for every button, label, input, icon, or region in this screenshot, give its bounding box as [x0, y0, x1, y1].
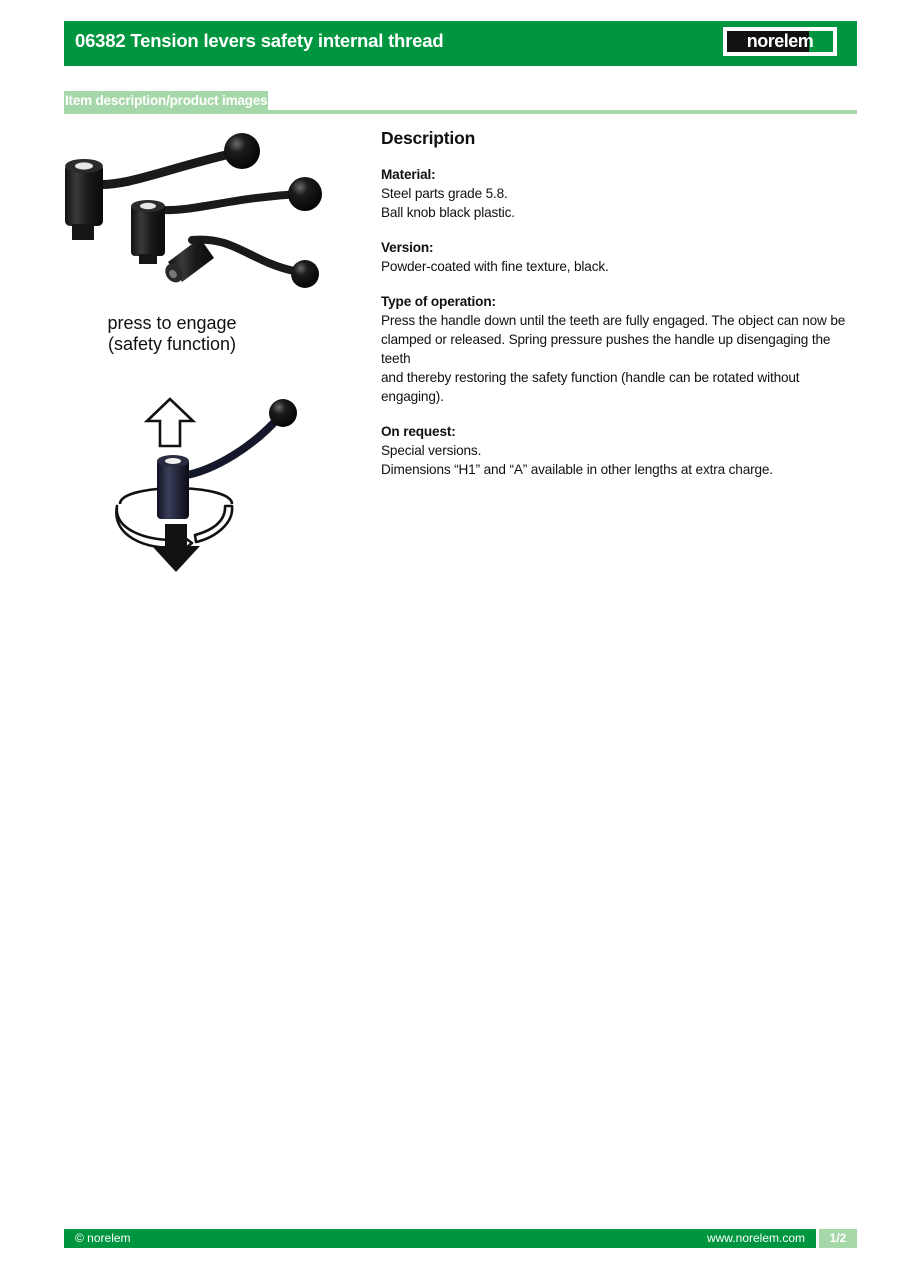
header-bar: [64, 21, 857, 66]
block-title: Version:: [381, 240, 434, 255]
block-line: Special versions.: [381, 443, 482, 458]
block-title: On request:: [381, 424, 456, 439]
block-line: Dimensions “H1” and “A” available in other lengths at extra charge.: [381, 462, 773, 477]
copyright: © norelem: [75, 1231, 131, 1245]
norelem-logo: [723, 27, 837, 56]
description-heading: Description: [381, 128, 476, 148]
block-title: Material:: [381, 167, 436, 182]
on-request-block: [381, 422, 857, 479]
block-line: Ball knob black plastic.: [381, 205, 515, 220]
section-divider: [64, 110, 857, 114]
block-line: Press the handle down until the teeth are fully engaged. The object can now be: [381, 313, 846, 328]
logo-text: norelem: [746, 31, 814, 51]
image-caption: press to engage (safety function): [107, 313, 237, 354]
operation-block: [381, 292, 857, 406]
block-title: Type of operation:: [381, 294, 496, 309]
page-title: 06382 Tension levers safety internal thread: [75, 30, 444, 51]
product-images: [64, 126, 322, 584]
material-block: [381, 165, 857, 222]
section-heading: Item description/product images: [65, 93, 268, 108]
block-line: Powder-coated with fine texture, black.: [381, 259, 609, 274]
version-block: [381, 238, 857, 276]
page-number: 1/2: [819, 1229, 857, 1248]
description-section: [381, 128, 857, 495]
website-link[interactable]: www.norelem.com: [706, 1231, 805, 1245]
block-line: and thereby restoring the safety function (handle can be rotated without engaging).: [381, 370, 800, 404]
footer-bar: [64, 1229, 816, 1248]
tension-lever-icon: [64, 126, 322, 584]
block-line: Steel parts grade 5.8.: [381, 186, 508, 201]
block-line: clamped or released. Spring pressure pushes the handle up disengaging the teeth: [381, 332, 831, 366]
